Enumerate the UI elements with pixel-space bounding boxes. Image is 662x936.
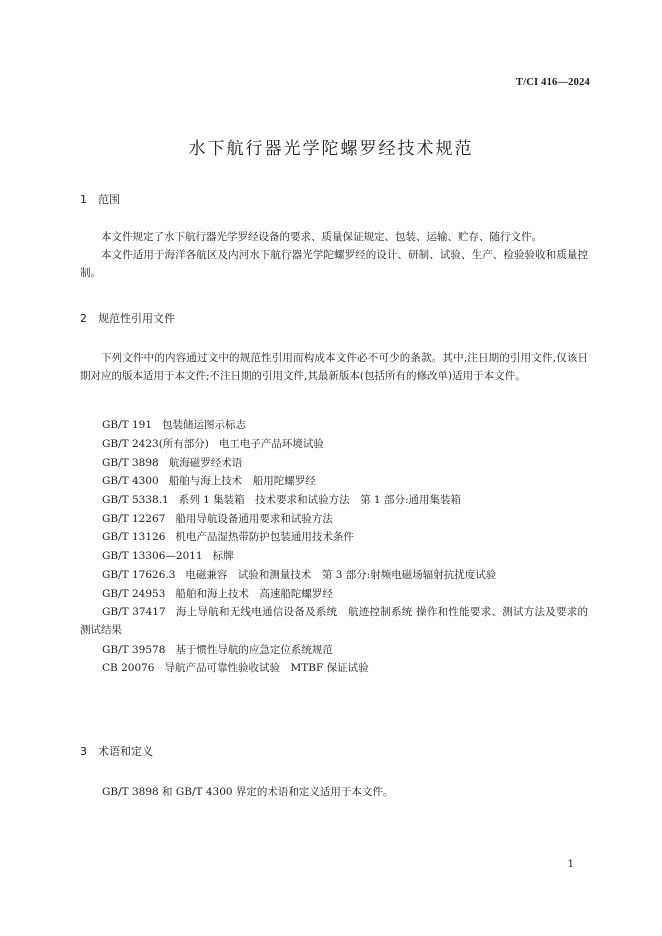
reference-code: GB/T 2423(所有部分) <box>102 438 209 450</box>
reference-code: GB/T 3898 <box>102 457 159 469</box>
reference-item <box>102 528 354 546</box>
reference-title: 电工电子产品环境试验 <box>218 438 324 450</box>
reference-code: CB 20076 <box>102 662 155 674</box>
reference-title: 机电产品湿热带防护包装通用技术条件 <box>175 531 354 543</box>
section-1-title: 范围 <box>98 193 120 206</box>
reference-item <box>102 416 246 434</box>
reference-title: 电磁兼容 试验和测量技术 第 3 部分:射频电磁场辐射抗扰度试验 <box>185 569 497 581</box>
reference-title: 船舶与海上技术 船用陀螺罗经 <box>168 475 316 487</box>
document-title: 水下航行器光学陀螺罗经技术规范 <box>188 139 474 159</box>
section-2-title: 规范性引用文件 <box>98 312 175 325</box>
page-number: 1 <box>567 859 574 870</box>
section-1-heading <box>80 191 120 207</box>
reference-code: GB/T 12267 <box>102 513 166 525</box>
section-1-number: 1 <box>80 193 87 206</box>
reference-code: GB/T 39578 <box>102 644 166 656</box>
reference-title: 标牌 <box>212 550 234 562</box>
reference-title: 系列 1 集装箱 技术要求和试验方法 第 1 部分:通用集装箱 <box>178 494 461 506</box>
reference-title: 基于惯性导航的应急定位系统规范 <box>175 644 333 656</box>
reference-item <box>102 585 333 603</box>
scope-paragraph-2: 本文件适用于海洋各航区及内河水下航行器光学陀螺罗经的设计、研制、试验、生产、检验验收和质量控制。 <box>80 249 588 279</box>
section-2-number: 2 <box>80 312 87 325</box>
terms-paragraph: GB/T 3898 和 GB/T 4300 界定的术语和定义适用于本文件。 <box>102 786 394 798</box>
reference-title: 海上导航和无线电通信设备及系统 航迹控制系统 操作和性能要求、测试方法及要求的测试结果 <box>80 606 589 636</box>
reference-title: 包装储运图示标志 <box>162 419 247 431</box>
reference-code: GB/T 24953 <box>102 588 166 600</box>
section-3-number: 3 <box>80 745 87 758</box>
reference-item <box>102 659 369 677</box>
section-3-heading <box>80 743 153 759</box>
reference-title: 导航产品可靠性验收试验 MTBF 保证试验 <box>164 662 369 674</box>
reference-item <box>102 491 461 509</box>
reference-code: GB/T 17626.3 <box>102 569 176 581</box>
reference-code: GB/T 191 <box>102 419 153 431</box>
reference-item <box>102 435 324 453</box>
section-2-heading <box>80 310 175 326</box>
reference-item <box>102 641 333 659</box>
reference-item <box>80 603 588 639</box>
reference-code: GB/T 13306—2011 <box>102 550 203 562</box>
reference-item <box>102 454 242 472</box>
reference-title: 航海磁罗经术语 <box>168 457 243 469</box>
reference-title: 船舶和海上技术 高速船陀螺罗经 <box>175 588 333 600</box>
standard-code: T/CI 416—2024 <box>515 77 590 88</box>
reference-code: GB/T 4300 <box>102 475 159 487</box>
reference-item <box>102 566 496 584</box>
reference-code: GB/T 13126 <box>102 531 166 543</box>
reference-code: GB/T 37417 <box>102 606 166 618</box>
references-intro: 下列文件中的内容通过文中的规范性引用而构成本文件必不可少的条款。其中,注日期的引用文件,仅该日期对应的版本适用于本文件;不注日期的引用文件,其最新版本(包括所有的修改单)适用于本文件。 <box>80 352 588 382</box>
section-3-title: 术语和定义 <box>98 745 153 758</box>
reference-item <box>102 472 316 490</box>
reference-item <box>102 547 234 565</box>
reference-title: 船用导航设备通用要求和试验方法 <box>175 513 333 525</box>
reference-item <box>102 510 333 528</box>
scope-paragraph-1: 本文件规定了水下航行器光学罗经设备的要求、质量保证规定、包装、运输、贮存、随行文件。 <box>101 231 542 243</box>
reference-code: GB/T 5338.1 <box>102 494 169 506</box>
